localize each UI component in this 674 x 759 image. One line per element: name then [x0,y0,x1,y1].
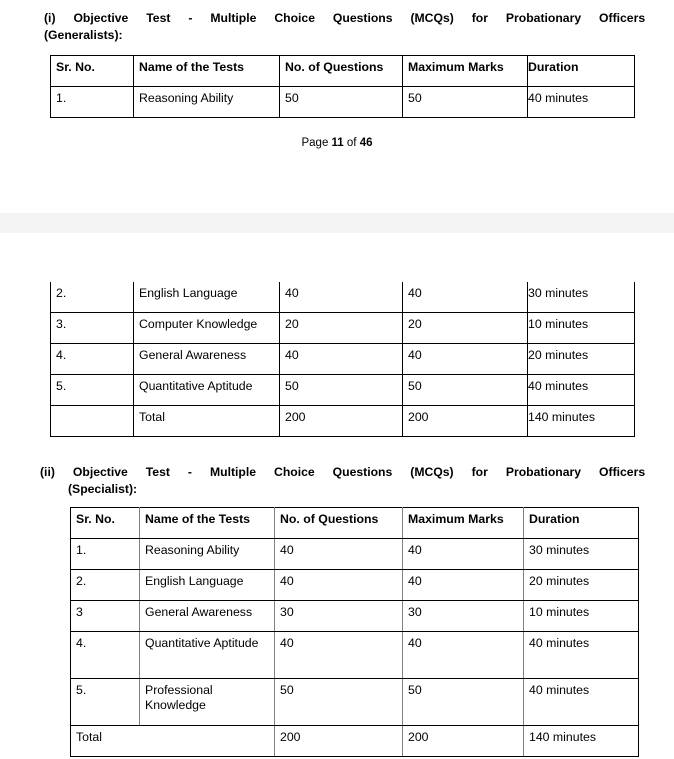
cell-sr-no [51,406,134,437]
heading-word: Multiple [209,465,257,479]
heading-word: Test [145,465,170,479]
page-number-note [0,135,674,151]
page-note-middle: of [343,137,360,149]
cell-marks: 40 [403,632,524,679]
table-generalists-page2 [50,282,635,437]
table-row [51,313,635,344]
cell-marks: 40 [403,344,528,375]
heading-word: Questions [332,465,393,479]
table-total-row [71,726,639,757]
heading-word: Multiple [210,11,257,25]
cell-sr-no: 5. [51,375,134,406]
cell-marks: 40 [403,539,524,570]
cell-questions: 40 [275,539,403,570]
col-header-sr-no: Sr. No. [51,56,134,87]
heading-specialist-line1 [40,464,645,481]
heading-word: (MCQs) [410,465,454,479]
col-header-questions: No. of Questions [275,508,403,539]
heading-word: - [187,465,192,479]
cell-duration: 10 minutes [528,313,635,344]
cell-total-marks: 200 [403,726,524,757]
cell-sr-no: 3. [51,313,134,344]
cell-total-duration: 140 minutes [524,726,639,757]
cell-sr-no: 1. [71,539,140,570]
cell-duration: 10 minutes [524,601,639,632]
table-row [71,570,639,601]
heading-word: - [188,11,193,25]
col-header-marks: Maximum Marks [403,56,528,87]
cell-sr-no: 4. [51,344,134,375]
cell-sr-no: 3 [71,601,140,632]
page-note-prefix: Page [301,137,332,149]
cell-marks: 40 [403,570,524,601]
col-header-test-name: Name of the Tests [134,56,280,87]
cell-test-name: Reasoning Ability [134,87,280,118]
cell-total-duration: 140 minutes [528,406,635,437]
heading-word: Questions [332,11,393,25]
heading-word: for [471,465,488,479]
cell-sr-no: 4. [71,632,140,679]
table-header-row [71,508,639,539]
heading-word: Objective [73,11,129,25]
cell-questions: 40 [280,282,403,313]
table-header-row [51,56,635,87]
table-row [51,344,635,375]
cell-test-name: Professional Knowledge [140,679,275,726]
cell-total-questions: 200 [275,726,403,757]
cell-total-marks: 200 [403,406,528,437]
cell-duration: 20 minutes [524,570,639,601]
page-break-separator [0,213,674,233]
heading-word: Officers [599,465,646,479]
heading-word: Choice [274,11,315,25]
cell-duration: 40 minutes [528,87,635,118]
cell-test-name: Reasoning Ability [140,539,275,570]
table-row [71,679,639,726]
cell-total-label: Total [134,406,280,437]
heading-word: Probationary [505,465,582,479]
cell-sr-no: 5. [71,679,140,726]
cell-duration: 40 minutes [524,679,639,726]
cell-marks: 40 [403,282,528,313]
col-header-sr-no: Sr. No. [71,508,140,539]
cell-marks: 50 [403,87,528,118]
table-row [51,87,635,118]
cell-duration: 40 minutes [528,375,635,406]
cell-marks: 50 [403,375,528,406]
table-row [71,539,639,570]
cell-questions: 40 [275,632,403,679]
table-row [51,282,635,313]
heading-generalists [44,10,674,44]
cell-questions: 50 [280,87,403,118]
heading-generalists-line1 [44,10,645,27]
cell-questions: 40 [280,344,403,375]
table-row [51,375,635,406]
cell-questions: 50 [280,375,403,406]
cell-test-name: English Language [134,282,280,313]
cell-sr-no: 1. [51,87,134,118]
cell-total-label: Total [71,726,275,757]
heading-word: Choice [274,465,315,479]
cell-sr-no: 2. [51,282,134,313]
heading-word: Probationary [505,11,582,25]
heading-specialist-line2: (Specialist): [68,482,138,496]
heading-specialist [40,464,674,498]
heading-word: for [471,11,488,25]
cell-marks: 20 [403,313,528,344]
cell-questions: 50 [275,679,403,726]
table-row [71,601,639,632]
heading-word: (i) [44,11,56,25]
cell-total-questions: 200 [280,406,403,437]
cell-test-name: General Awareness [140,601,275,632]
cell-test-name: Quantitative Aptitude [134,375,280,406]
cell-duration: 40 minutes [524,632,639,679]
page-note-total: 46 [359,137,373,149]
cell-sr-no: 2. [71,570,140,601]
table-total-row [51,406,635,437]
cell-duration: 20 minutes [528,344,635,375]
cell-questions: 30 [275,601,403,632]
heading-word: (MCQs) [410,11,454,25]
heading-word: Objective [72,465,128,479]
cell-duration: 30 minutes [524,539,639,570]
table-specialist [70,507,639,757]
cell-test-name: Quantitative Aptitude [140,632,275,679]
table-row [71,632,639,679]
col-header-test-name: Name of the Tests [140,508,275,539]
heading-word: (ii) [40,465,55,479]
heading-word: Test [146,11,171,25]
cell-questions: 40 [275,570,403,601]
heading-generalists-line2: (Generalists): [44,28,123,42]
cell-test-name: English Language [140,570,275,601]
cell-questions: 20 [280,313,403,344]
col-header-marks: Maximum Marks [403,508,524,539]
col-header-questions: No. of Questions [280,56,403,87]
table-generalists-page1 [50,55,635,118]
page-note-number: 11 [331,137,344,149]
col-header-duration: Duration [524,508,639,539]
cell-duration: 30 minutes [528,282,635,313]
cell-marks: 50 [403,679,524,726]
col-header-duration: Duration [528,56,635,87]
heading-word: Officers [599,11,646,25]
cell-test-name: Computer Knowledge [134,313,280,344]
cell-test-name: General Awareness [134,344,280,375]
cell-marks: 30 [403,601,524,632]
